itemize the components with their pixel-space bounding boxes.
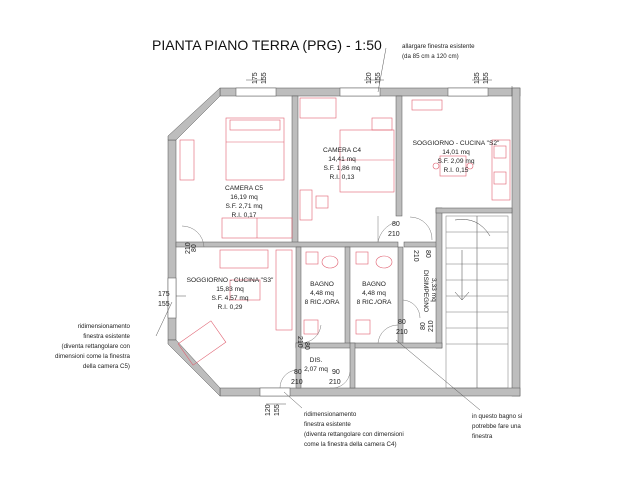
note-bottom-middle	[304, 411, 404, 448]
dim-value: 210	[291, 379, 303, 386]
dim-value: 155	[483, 72, 490, 84]
room-ri: R.I. 0,29	[217, 304, 243, 311]
dim-value: 155	[274, 404, 281, 416]
dim-value: 210	[388, 231, 400, 238]
dim-value: 90	[332, 369, 340, 376]
room-name: CAMERA C4	[322, 147, 362, 154]
dim-value: 135	[474, 72, 481, 84]
room-label-dis	[304, 357, 328, 373]
room-sf: S.F. 1,86 mq	[323, 165, 361, 172]
note-line: finestra esistente	[83, 333, 130, 340]
dim-value: 210	[296, 336, 303, 348]
room-label-bagno-2	[357, 281, 392, 306]
room-name: BAGNO	[362, 281, 386, 288]
room-name: CAMERA C5	[224, 185, 264, 192]
dim-value: 80	[424, 250, 431, 258]
note-line: dimensioni come la finestra	[55, 353, 130, 360]
note-left	[55, 323, 131, 370]
furniture	[178, 98, 510, 365]
note-line: (diventa rettangolare con dimensioni	[304, 431, 404, 438]
room-area: 2,07 mq	[304, 366, 328, 373]
dim-value: 80	[294, 369, 302, 376]
room-area: 3,33 mq	[430, 278, 437, 302]
note-line: come la finestra della camera C4)	[304, 441, 397, 448]
room-ric: 8 RIC./ORA	[356, 299, 392, 306]
note-line: finestra	[472, 433, 493, 440]
room-area: 15,83 mq	[216, 286, 244, 293]
room-ri: R.I. 0,17	[231, 212, 257, 219]
room-name: DIS.	[309, 357, 323, 364]
dim-value: 155	[158, 301, 170, 308]
room-name: SOGGIORNO - CUCINA "S2"	[412, 140, 500, 147]
dim-value: 210	[185, 242, 192, 254]
dim-value: 155	[375, 72, 382, 84]
note-line: (diventa rettangolare con	[61, 343, 130, 350]
note-line: ridimensionamento	[77, 323, 130, 330]
note-line: ridimensionamento	[304, 411, 357, 418]
room-label-bagno-1	[305, 281, 340, 306]
dim-value: 80	[398, 319, 406, 326]
note-line: potrebbe fare una	[472, 423, 521, 430]
dim-value: 80	[191, 244, 198, 252]
room-label-soggiorno-s3	[187, 277, 274, 311]
room-name: SOGGIORNO - CUCINA "S3"	[186, 277, 274, 284]
dim-value: 120	[366, 72, 373, 84]
room-name: BAGNO	[310, 281, 334, 288]
dim-value: 80	[420, 322, 427, 330]
dim-value: 210	[329, 379, 341, 386]
note-line: in questo bagno si	[472, 413, 523, 420]
room-name: DISIMPEGNO	[422, 270, 429, 313]
room-area: 16,19 mq	[230, 194, 258, 201]
room-area: 4,48 mq	[310, 290, 334, 297]
room-ri: R.I. 0,15	[443, 167, 469, 174]
room-label-disimpegno	[422, 270, 437, 312]
note-line: finestra esistente	[304, 421, 351, 428]
note-line: (da 85 cm a 120 cm)	[402, 53, 459, 60]
note-bottom-right	[472, 413, 522, 440]
dim-value: 80	[392, 221, 400, 228]
dim-value: 175	[252, 72, 259, 84]
dim-value: 210	[428, 320, 435, 332]
room-label-camera-c4	[323, 147, 361, 181]
dim-value: 210	[412, 250, 419, 262]
dim-value: 155	[261, 72, 268, 84]
staircase	[446, 216, 508, 388]
note-top-right	[402, 43, 475, 60]
dim-value: 80	[303, 342, 310, 350]
note-line: della camera C5)	[82, 363, 130, 370]
room-area: 14,01 mq	[442, 149, 470, 156]
dim-value: 210	[396, 329, 408, 336]
room-ri: R.I. 0,13	[329, 174, 355, 181]
room-area: 14,41 mq	[328, 156, 356, 163]
dim-value: 175	[158, 291, 170, 298]
dim-value: 120	[265, 404, 272, 416]
room-sf: S.F. 2,09 mq	[437, 158, 475, 165]
room-area: 4,48 mq	[362, 290, 386, 297]
room-sf: S.F. 2,71 mq	[225, 203, 263, 210]
room-sf: S.F. 4,57 mq	[211, 295, 249, 302]
plan-title: PIANTA PIANO TERRA (PRG) - 1:50	[152, 37, 382, 53]
note-line: allargare finestra esistente	[402, 43, 475, 50]
room-ric: 8 RIC./ORA	[304, 299, 340, 306]
room-label-camera-c5	[225, 185, 263, 219]
room-label-soggiorno-s2	[413, 140, 500, 174]
